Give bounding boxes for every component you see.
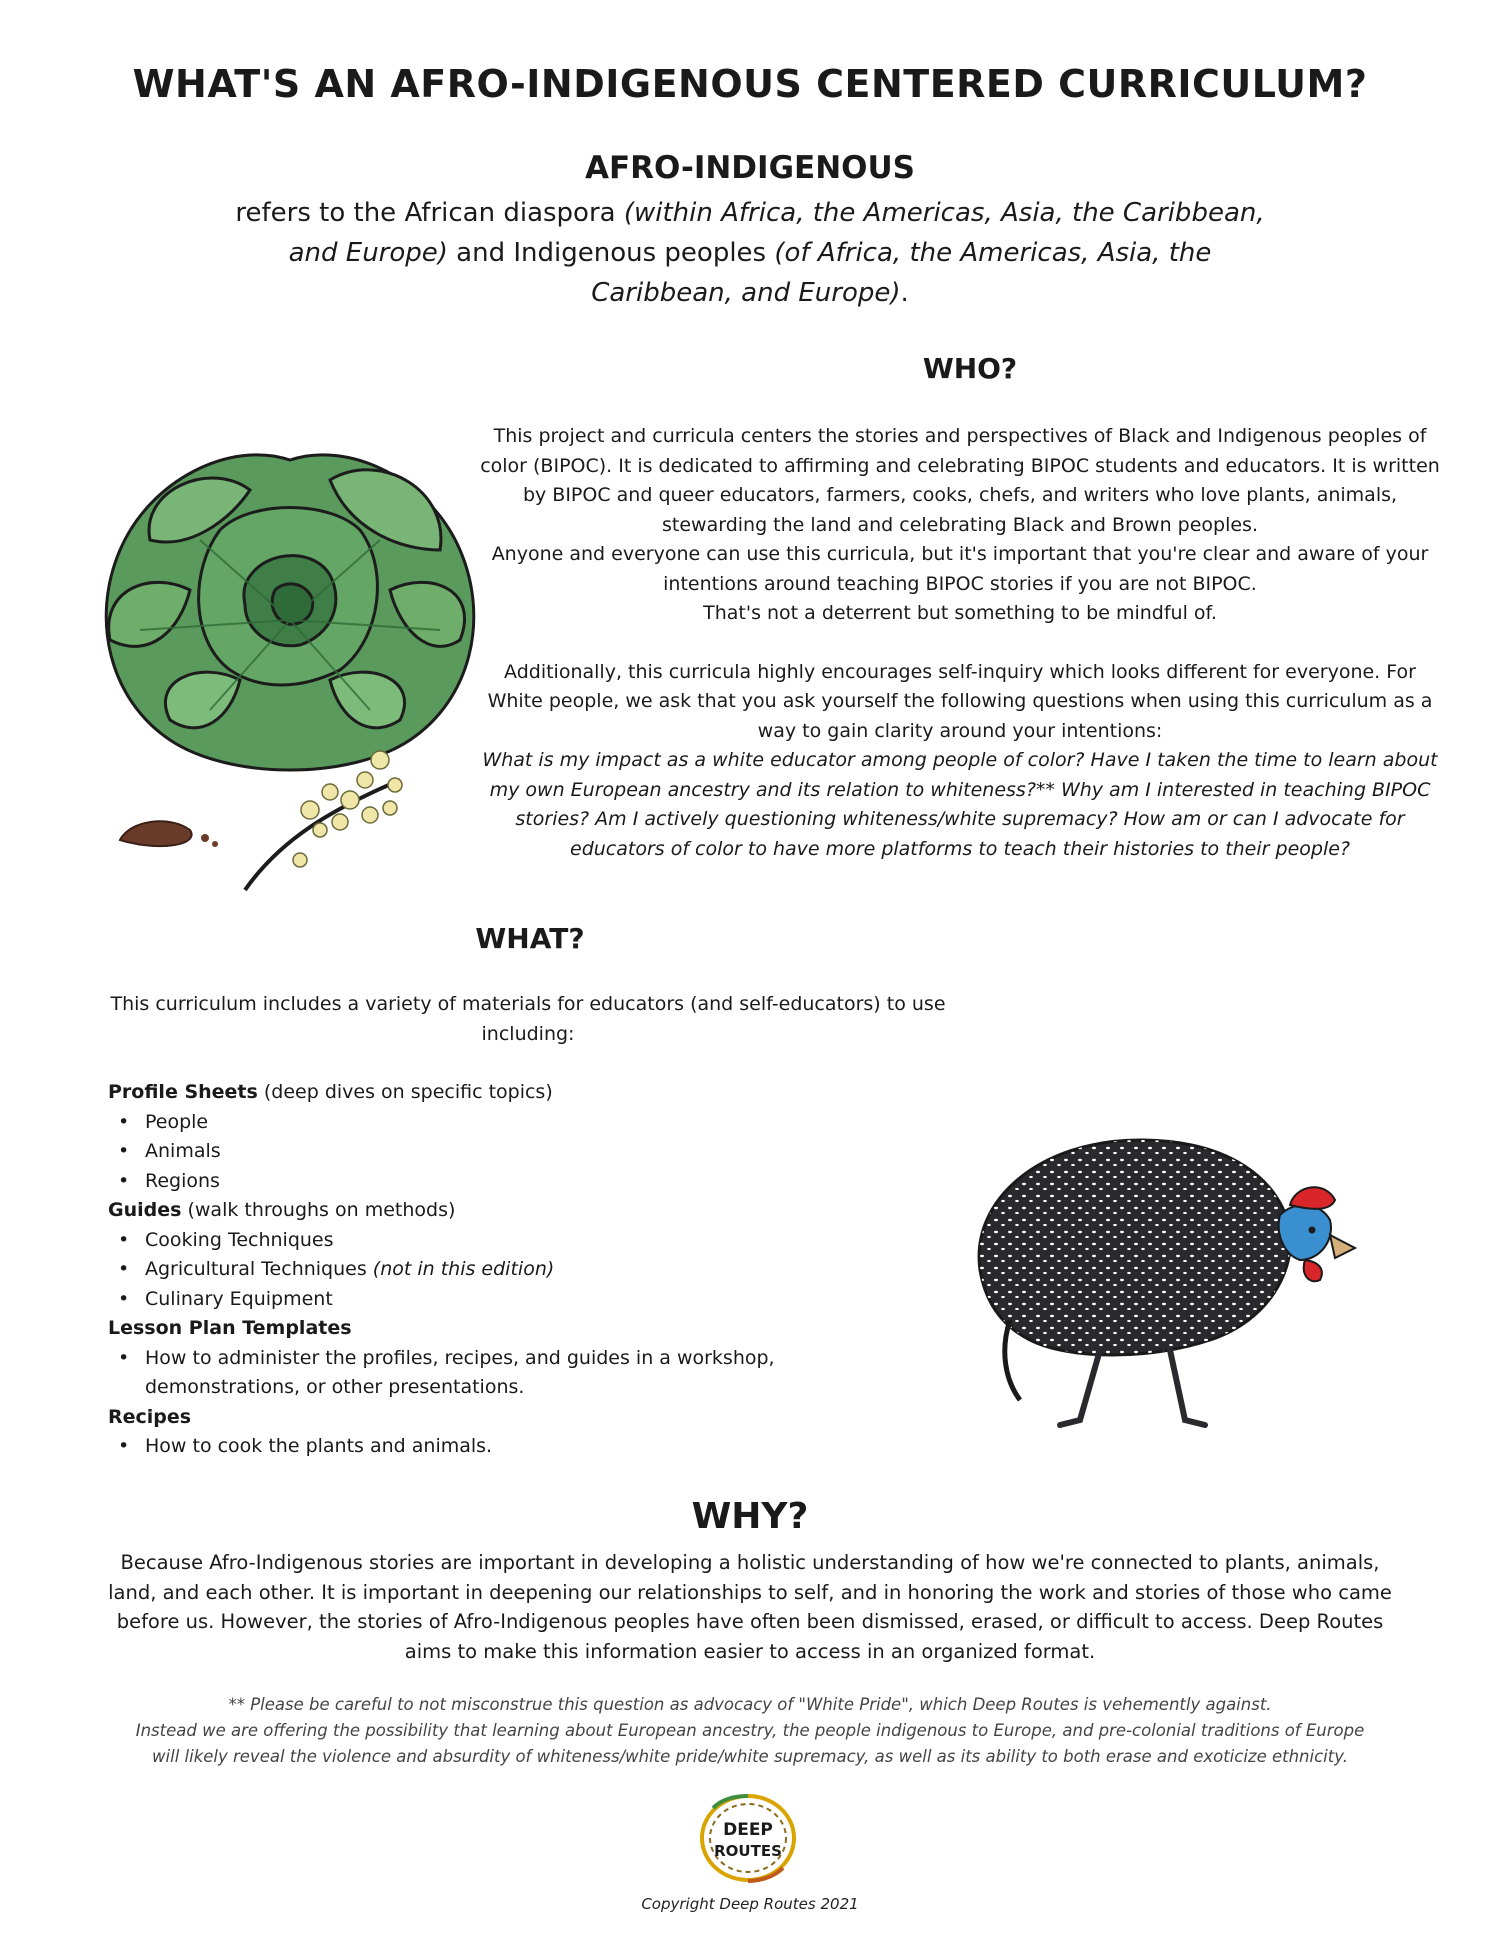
recipes-title: Recipes	[108, 1405, 192, 1428]
list-item: • How to administer the profiles, recipes, and guides in a workshop, demonstrations, or other presentations.	[145, 1344, 868, 1403]
footnote-line: Instead we are offering the possibility that learning about European ancestry, the people indigenous to Europe, and pre-colonial traditions of Europe	[135, 1721, 1365, 1740]
page-title: WHAT'S AN AFRO-INDIGENOUS CENTERED CURRICULUM?	[132, 62, 1368, 106]
who-section	[480, 422, 1440, 864]
footnote	[100, 1692, 1400, 1770]
self-inquiry-questions: What is my impact as a white educator among people of color? Have I taken the time to learn about my own European ancestry and its relation to whiteness?** Why am I interested in teaching BIPOC stories? Am I actively questioning whiteness/white supremacy? How am or can I advocate for educators of color to have more platforms to teach their histories to their people?	[482, 749, 1438, 860]
who-paragraph: That's not a deterrent but something to be mindful of.	[703, 602, 1217, 624]
list-item: • How to cook the plants and animals.	[145, 1432, 868, 1462]
logo-line-1: DEEP	[723, 1820, 773, 1840]
what-intro: This curriculum includes a variety of materials for educators (and self-educators) to use including:	[110, 993, 946, 1045]
what-heading: WHAT?	[475, 922, 585, 955]
guinea-fowl-illustration	[950, 1120, 1370, 1440]
who-paragraph: Anyone and everyone can use this curricula, but it's important that you're clear and aware of your intentions around teaching BIPOC stories if you are not BIPOC.	[491, 543, 1429, 595]
definition-italic: (within Africa, the Americas, Asia, the Caribbean, and Europe)	[288, 198, 1265, 268]
afro-indigenous-heading: AFRO-INDIGENOUS	[585, 150, 915, 186]
footnote-line: ** Please be careful to not misconstrue this question as advocacy of "White Pride", which Deep Routes is vehemently against.	[228, 1695, 1272, 1714]
list-item: • People	[145, 1108, 868, 1138]
materials-list	[108, 1078, 868, 1462]
profile-sheets-title: Profile Sheets (deep dives on specific topics)	[108, 1081, 553, 1103]
list-item: • Culinary Equipment	[145, 1285, 868, 1315]
list-item: • Agricultural Techniques (not in this edition)	[145, 1255, 868, 1285]
guides-list	[108, 1226, 868, 1315]
logo-line-2: ROUTES	[714, 1842, 782, 1860]
list-item: • Regions	[145, 1167, 868, 1197]
lesson-plan-title: Lesson Plan Templates	[108, 1317, 352, 1339]
afro-indigenous-definition	[220, 193, 1280, 313]
definition-text: and Indigenous peoples	[447, 238, 775, 268]
definition-text: .	[900, 278, 909, 308]
guides-title: Guides (walk throughs on methods)	[108, 1199, 456, 1221]
who-heading: WHO?	[922, 352, 1018, 385]
collard-greens-illustration	[80, 420, 500, 895]
deep-routes-logo	[693, 1788, 803, 1888]
list-item: • Animals	[145, 1137, 868, 1167]
who-paragraph: Additionally, this curricula highly encourages self-inquiry which looks different for everyone. For White people, we ask that you ask yourself the following questions when using this curriculum as a way to gain clarity around your intentions:	[487, 660, 1433, 742]
who-paragraph: This project and curricula centers the stories and perspectives of Black and Indigenous peoples of color (BIPOC). It is dedicated to affirming and celebrating BIPOC students and educators. It is written by BIPOC and queer educators, farmers, cooks, chefs, and writers who love plants, animals, stewarding the land and celebrating Black and Brown peoples.	[480, 425, 1440, 536]
copyright-notice: Copyright Deep Routes 2021	[641, 1895, 859, 1913]
recipes-list	[108, 1432, 868, 1462]
definition-italic: (of Africa, the Americas, Asia, the Caribbean, and Europe)	[591, 238, 1212, 308]
profile-sheets-list	[108, 1108, 868, 1197]
list-item: • Cooking Techniques	[145, 1226, 868, 1256]
footnote-line: will likely reveal the violence and absurdity of whiteness/white pride/white supremacy, as well as its ability to both erase and exoticize ethnicity.	[152, 1747, 1348, 1766]
definition-text: refers to the African diaspora	[235, 198, 624, 228]
why-paragraph: Because Afro-Indigenous stories are important in developing a holistic understanding of how we're connected to plants, animals, land, and each other. It is important in deepening our relationships to self, and in honoring the work and stories of those who came before us. However, the stories of Afro-Indigenous peoples have often been dismissed, erased, or difficult to access. Deep Routes aims to make this information easier to access in an organized format.	[108, 1551, 1392, 1663]
why-heading: WHY?	[691, 1496, 809, 1537]
lesson-plan-list	[108, 1344, 868, 1403]
